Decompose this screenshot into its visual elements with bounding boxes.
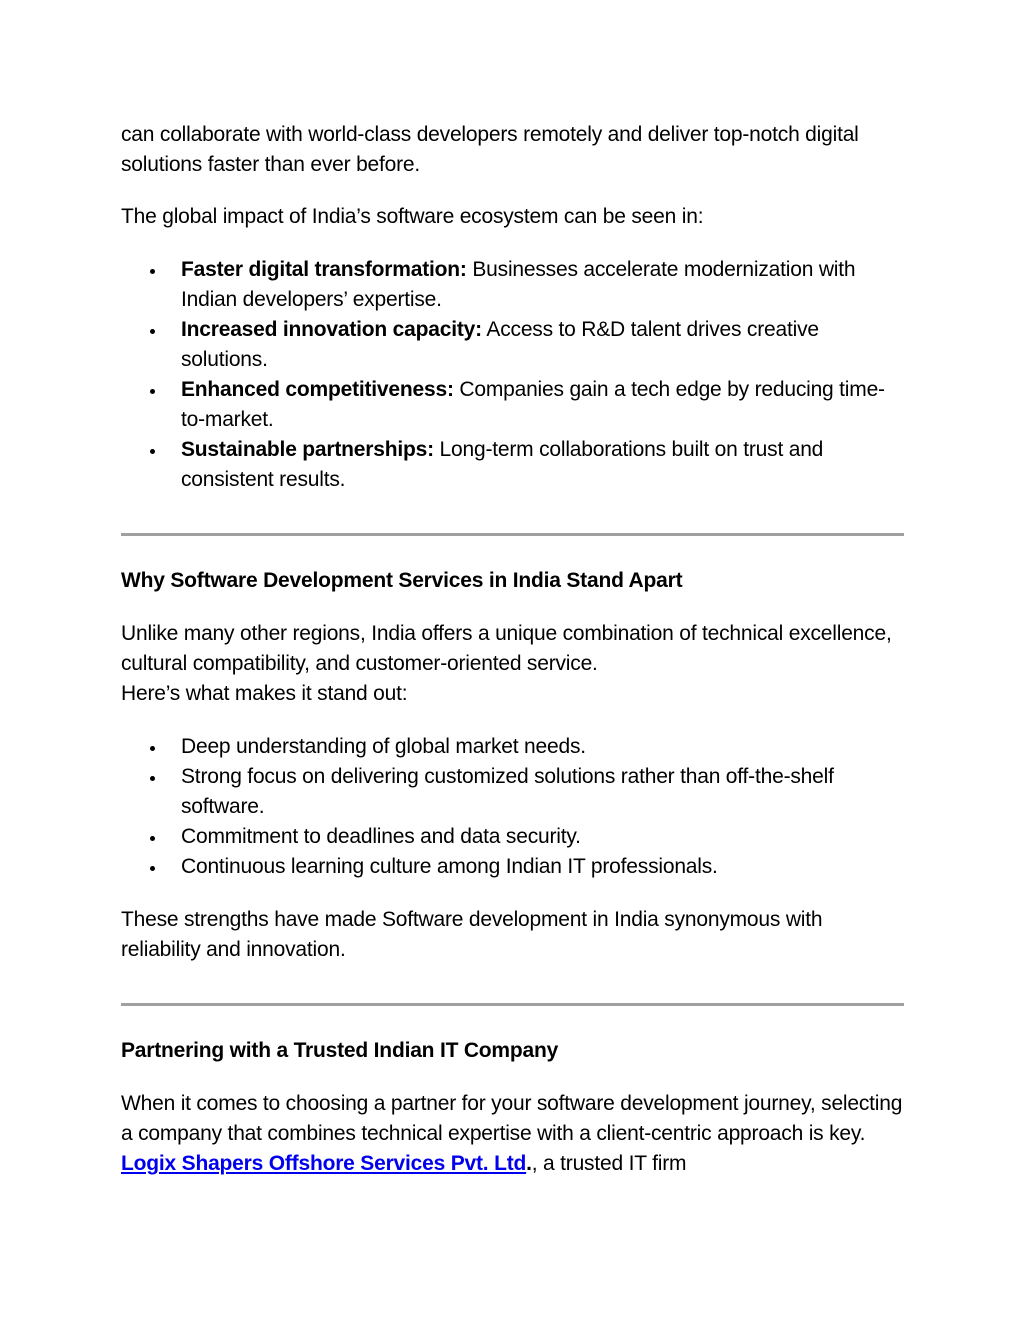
list-item: Continuous learning culture among Indian IT professionals. — [121, 852, 903, 882]
list-item — [121, 435, 903, 495]
partnering-text-tail: , a trusted IT firm — [531, 1152, 687, 1175]
document-page — [121, 120, 903, 1179]
list-item-term: Enhanced competitiveness: — [181, 378, 454, 401]
section-divider — [121, 1003, 904, 1006]
list-item-term: Faster digital transformation: — [181, 258, 467, 281]
link-period: . — [526, 1152, 532, 1175]
company-link[interactable]: Logix Shapers Offshore Services Pvt. Ltd — [121, 1152, 527, 1175]
list-item — [121, 255, 903, 315]
list-item — [121, 315, 903, 375]
impact-list — [121, 255, 903, 495]
why-india-paragraph — [121, 619, 903, 709]
strengths-list — [121, 732, 903, 882]
list-item: Commitment to deadlines and data security. — [121, 822, 903, 852]
why-india-line2: Here’s what makes it stand out: — [121, 682, 408, 705]
section-heading-why-india: Why Software Development Services in India Stand Apart — [121, 569, 683, 592]
intro-continuation: can collaborate with world-class developers remotely and deliver top-notch digital solutions faster than ever before. — [121, 123, 859, 176]
list-item-term: Sustainable partnerships: — [181, 438, 434, 461]
partnering-text: When it comes to choosing a partner for your software development journey, selecting a company that combines technical expertise with a client-centric approach is key. — [121, 1092, 903, 1145]
why-india-line1: Unlike many other regions, India offers a unique combination of technical excellence, cultural compatibility, and customer-oriented service. — [121, 622, 892, 675]
list-item-text: Companies gain a tech edge by reducing time-to-market. — [181, 378, 885, 431]
list-item-text: Long-term collaborations built on trust and consistent results. — [181, 438, 824, 491]
list-item-text: Businesses accelerate modernization with Indian developers’ expertise. — [181, 258, 856, 311]
list-item: Deep understanding of global market needs. — [121, 732, 903, 762]
partnering-paragraph — [121, 1089, 903, 1179]
list-item-text: Access to R&D talent drives creative solutions. — [181, 318, 819, 371]
list-item — [121, 375, 903, 435]
impact-lead-in: The global impact of India’s software ecosystem can be seen in: — [121, 205, 704, 228]
strengths-closing: These strengths have made Software development in India synonymous with reliability and innovation. — [121, 908, 823, 961]
list-item-term: Increased innovation capacity: — [181, 318, 482, 341]
list-item: Strong focus on delivering customized solutions rather than off-the-shelf software. — [121, 762, 903, 822]
section-divider — [121, 533, 904, 536]
section-heading-partnering: Partnering with a Trusted Indian IT Company — [121, 1039, 559, 1062]
